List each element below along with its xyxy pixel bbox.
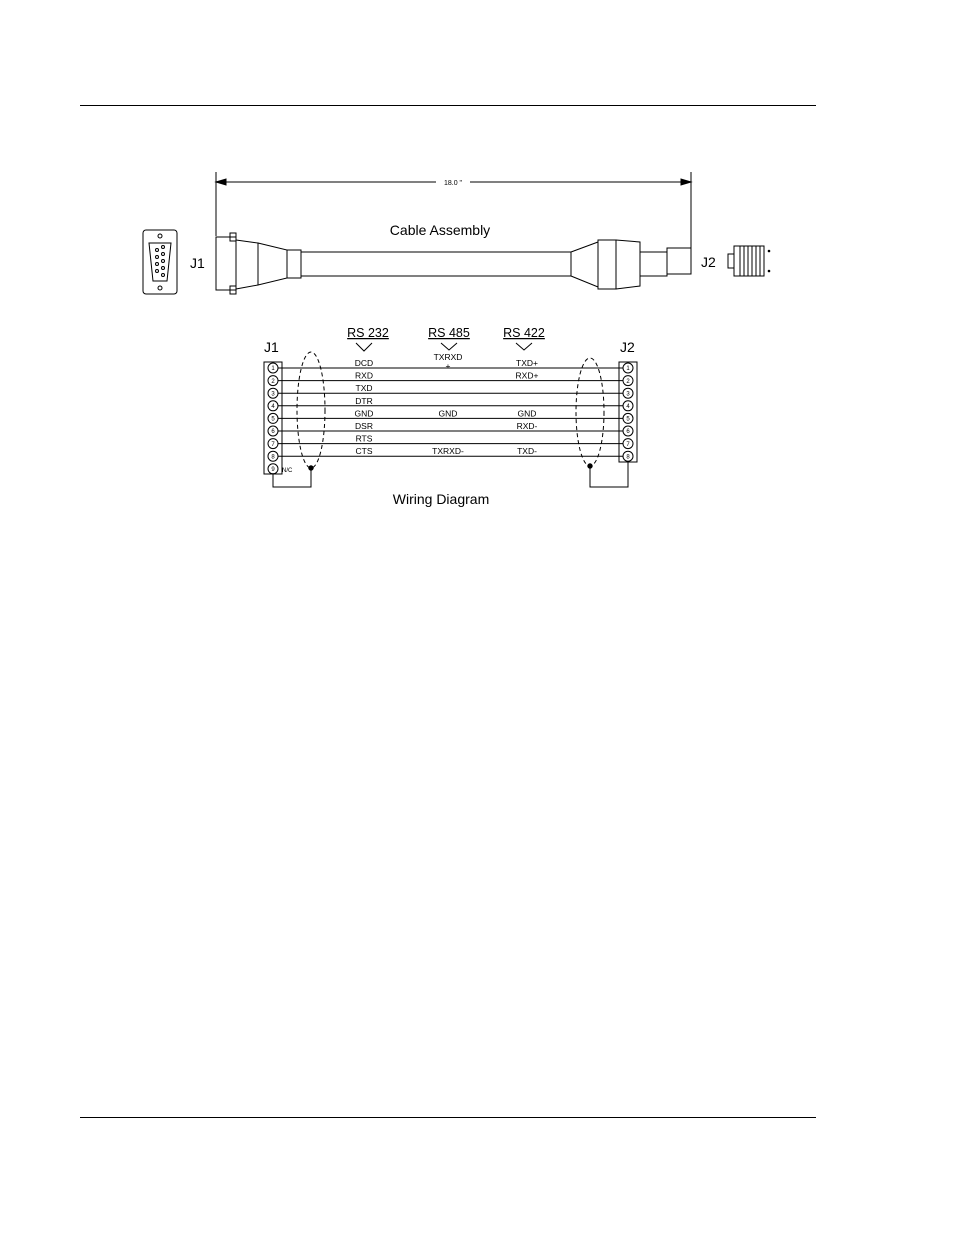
rs422-signal-label: TXD- [517, 446, 537, 457]
db9-side-view [216, 233, 301, 294]
rs422-signal-label: RXD- [516, 421, 538, 431]
cable-body [301, 252, 571, 276]
j2-pin-number: 4 [626, 404, 630, 410]
j2-drain-wire [590, 462, 628, 487]
rs232-signal-label: GND [354, 408, 374, 419]
rs485-signal-sublabel: + [445, 361, 451, 371]
j1-pin-number: 7 [271, 441, 275, 448]
rs422-header: RS 422 [503, 326, 545, 340]
no-connect-label: N/C [282, 467, 293, 474]
j1-pin-number: 2 [271, 378, 275, 385]
j2-pin-number: 2 [626, 378, 630, 385]
j2-label-assembly: J2 [701, 254, 716, 270]
rs232-header: RS 232 [347, 326, 389, 340]
wiring-rows [268, 352, 633, 474]
dimension-label-text: 18.0 " [443, 180, 463, 187]
rs485-signal-label: GND [438, 408, 458, 419]
j2-drain-node [588, 464, 592, 468]
db9-front-view [143, 230, 177, 294]
j2-shield-ellipse [576, 358, 604, 466]
j2-pin-number: 3 [626, 391, 630, 398]
rs422-signal-label: TXD+ [516, 358, 538, 368]
rs422-signal-label: RXD+ [515, 370, 539, 381]
rs232-signal-label: RTS [355, 433, 373, 444]
dimension-arrow-left [216, 179, 226, 185]
j2-pin-number: 5 [626, 416, 630, 423]
rs232-signal-label: DSR [355, 421, 373, 431]
rs232-signal-label: DTR [355, 395, 373, 406]
j2-pin-number: 6 [626, 429, 630, 436]
j1-pin-number: 4 [271, 404, 275, 410]
wiring-diagram-title: Wiring Diagram [392, 491, 490, 507]
rs232-signal-label: DCD [354, 358, 374, 368]
rj45-side-view [571, 240, 691, 289]
standard-headers [347, 326, 545, 351]
rj45-end-view [728, 246, 770, 276]
rs232-signal-label: RXD [355, 370, 373, 381]
j1-pin-number: 8 [271, 454, 275, 461]
j1-pin-number: 1 [271, 366, 275, 373]
rs232-signal-label: CTS [355, 446, 373, 457]
rs485-chevron [441, 343, 457, 350]
rs485-header: RS 485 [428, 326, 470, 340]
rs232-chevron [356, 343, 372, 351]
j1-pin-number: 6 [271, 429, 275, 436]
j2-pin-number: 1 [626, 366, 630, 373]
j1-pin-number: 5 [271, 416, 275, 423]
dimension-arrow-right [681, 179, 691, 185]
rs422-signal-label: GND [517, 408, 537, 419]
rs485-signal-label: TXRXD- [432, 446, 464, 457]
j1-drain-node [309, 466, 313, 470]
j2-pin-number: 7 [626, 441, 630, 448]
cable-assembly-title: Cable Assembly [389, 222, 491, 238]
j1-label-assembly: J1 [190, 255, 205, 271]
wiring-j1-label: J1 [264, 339, 279, 355]
shield-drain-wires [273, 462, 628, 487]
rs485-signal-label: TXRXD [433, 352, 463, 362]
j1-pin-number: 3 [271, 391, 275, 398]
j1-shield-ellipse [297, 352, 325, 468]
j2-pin-number: 8 [626, 454, 630, 461]
j1-pin-number: 9 [271, 467, 275, 473]
rs422-chevron [516, 343, 532, 350]
rs232-signal-label: TXD [355, 383, 373, 394]
wiring-j2-label: J2 [620, 339, 635, 355]
